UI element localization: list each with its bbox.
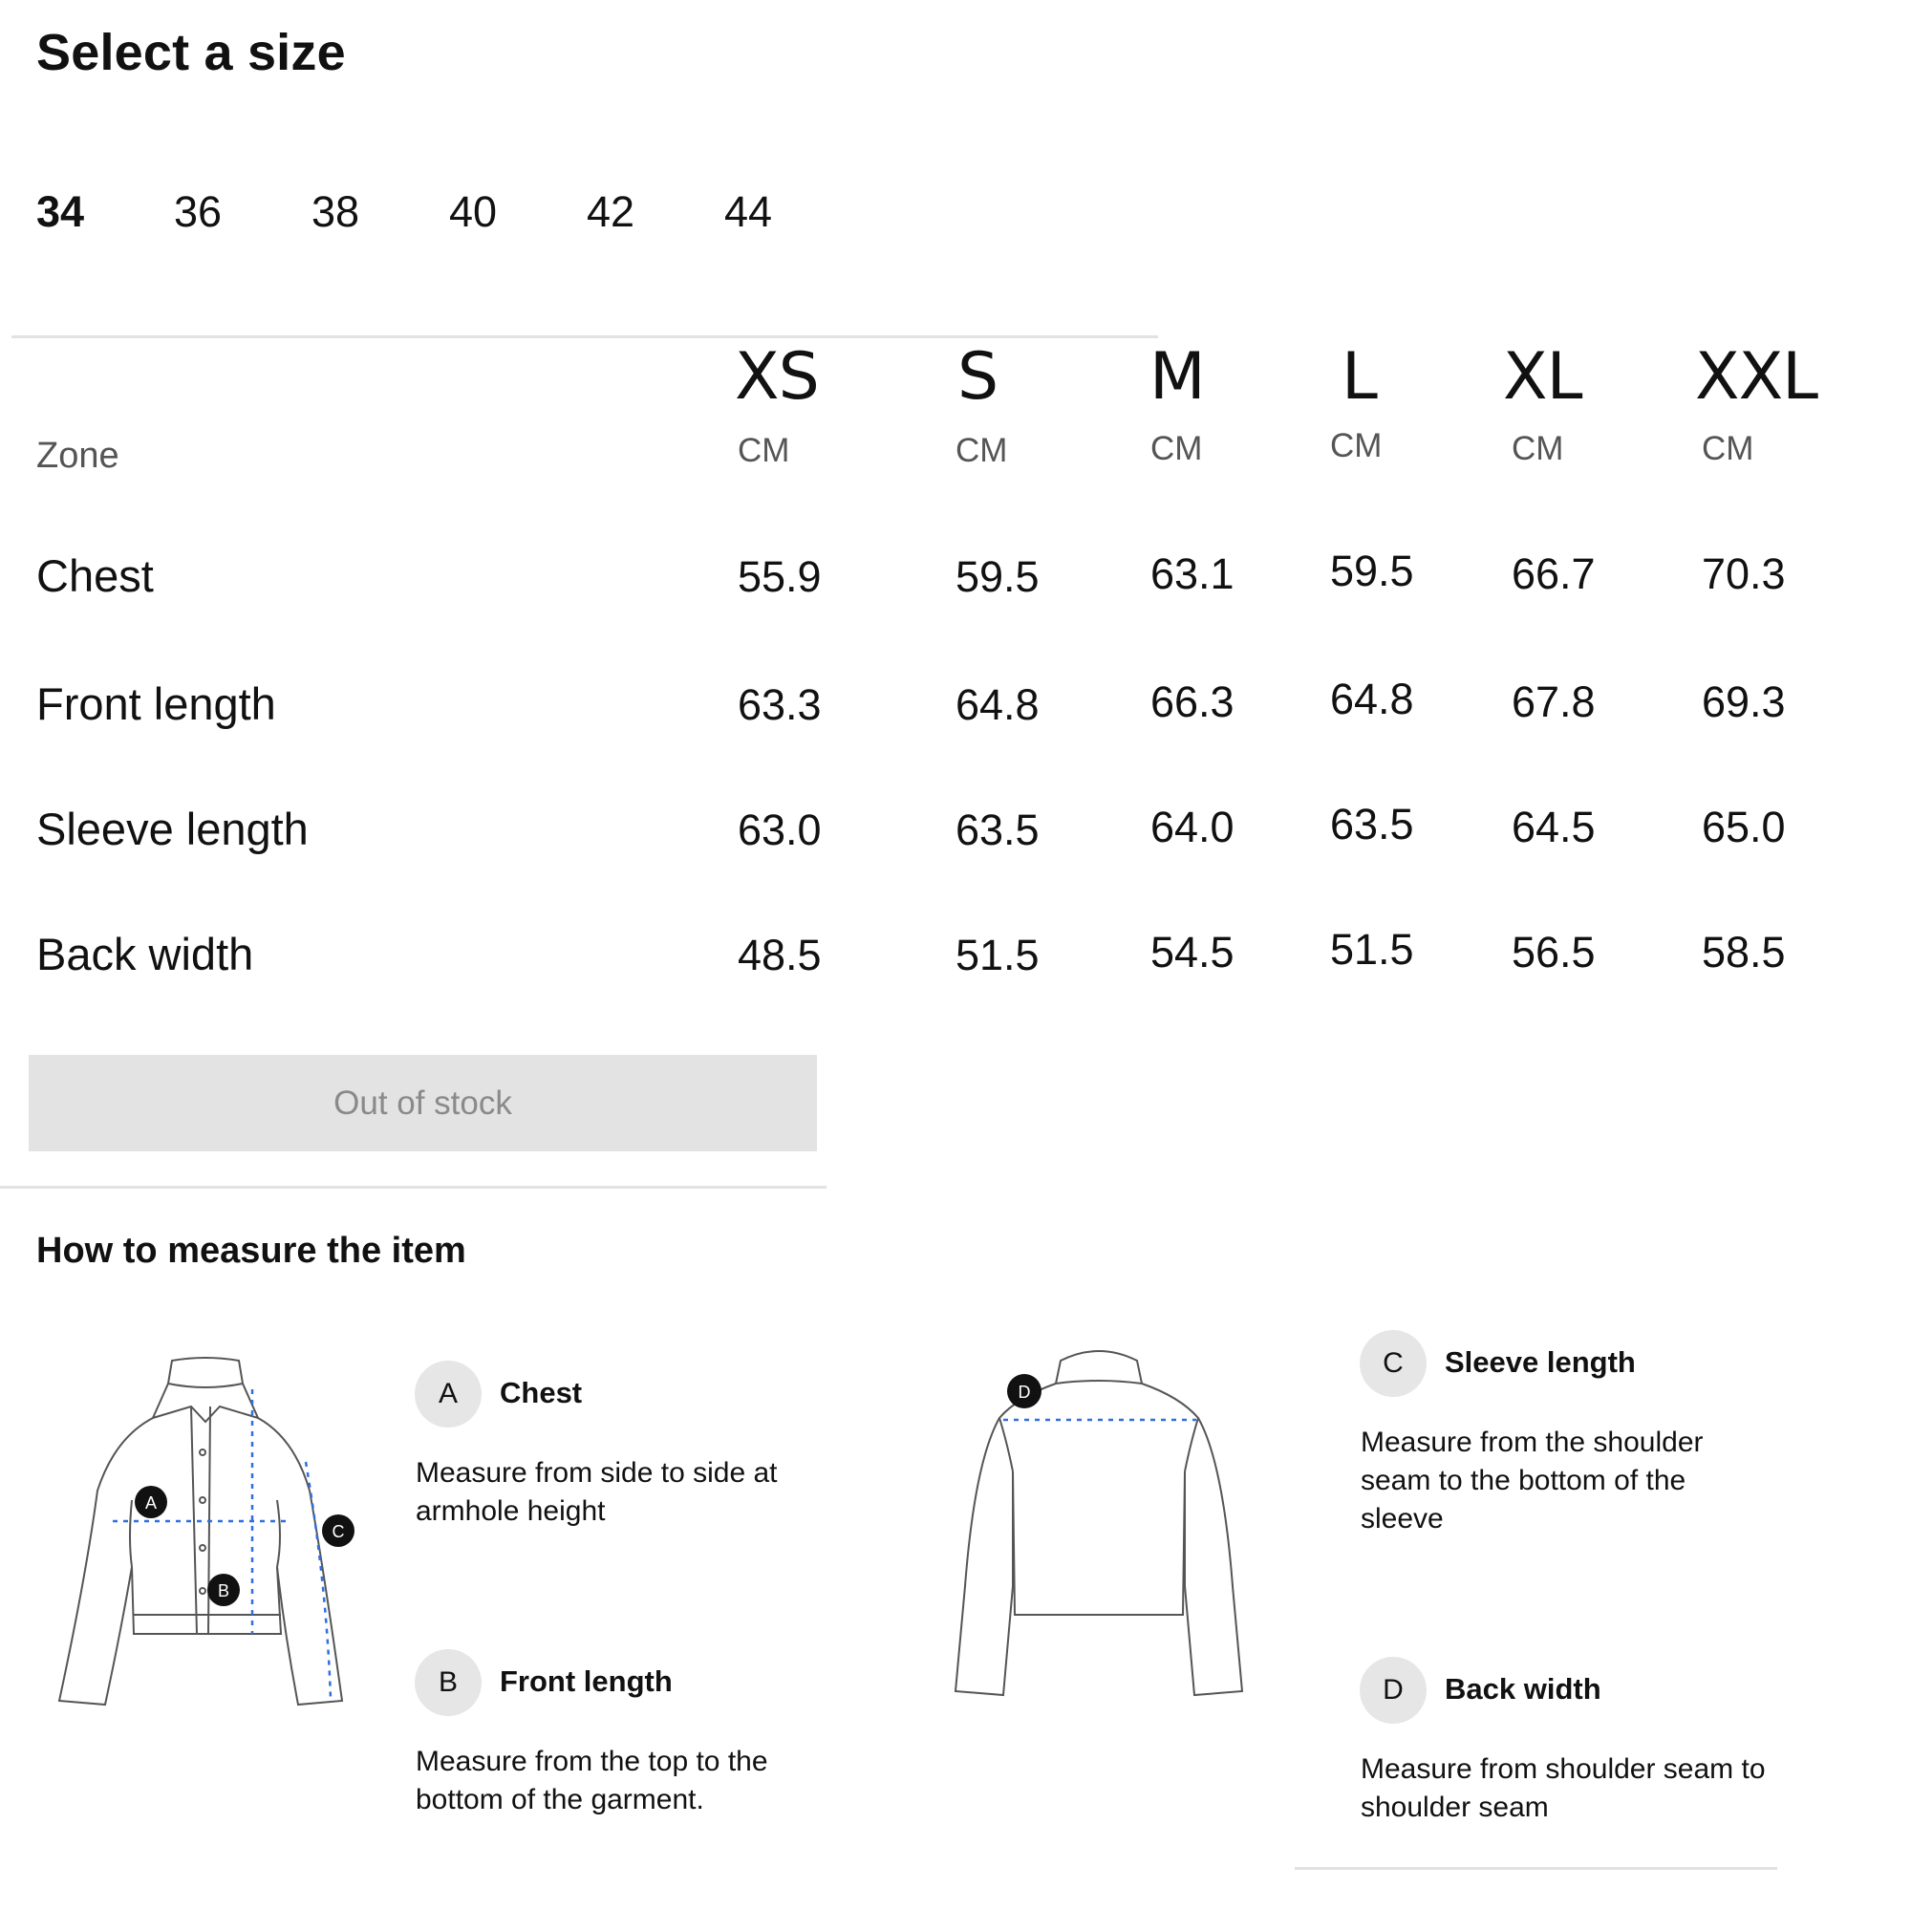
unit-label: CM (1512, 430, 1564, 467)
column-header-xl: XL (1503, 339, 1582, 415)
measure-title: Sleeve length (1445, 1345, 1636, 1379)
table-cell: 69.3 (1702, 677, 1786, 726)
table-cell: 64.5 (1512, 803, 1596, 851)
jacket-back-illustration (946, 1338, 1252, 1710)
row-label-sleeve-length: Sleeve length (36, 804, 309, 854)
measure-section-title: How to measure the item (36, 1231, 466, 1271)
page-title: Select a size (36, 24, 346, 81)
table-cell: 66.7 (1512, 549, 1596, 598)
table-cell: 56.5 (1512, 928, 1596, 977)
svg-text:B: B (217, 1581, 230, 1600)
size-tab-42[interactable]: 42 (587, 187, 635, 236)
table-cell: 64.0 (1150, 803, 1235, 851)
size-tab-40[interactable]: 40 (449, 187, 498, 236)
table-cell: 65.0 (1702, 803, 1786, 851)
table-cell: 67.8 (1512, 677, 1596, 726)
column-header-m: M (1149, 339, 1205, 415)
measure-description: Measure from the shoulder seam to the bottom of the sleeve (1361, 1427, 1704, 1535)
measure-description: Measure from the top to the bottom of the garment. (416, 1746, 768, 1815)
column-header-xxl: XXL (1695, 339, 1818, 415)
measure-description: Measure from shoulder seam to shoulder seam (1361, 1753, 1766, 1823)
jacket-front-illustration (48, 1347, 363, 1710)
row-label-chest: Chest (36, 550, 154, 601)
size-tab-38[interactable]: 38 (311, 187, 360, 236)
table-cell: 51.5 (956, 931, 1040, 979)
row-label-back-width: Back width (36, 929, 254, 979)
divider (0, 1186, 827, 1189)
measure-title: Chest (500, 1376, 583, 1409)
divider (1295, 1867, 1777, 1870)
table-cell: 70.3 (1702, 549, 1786, 598)
column-header-l: L (1342, 339, 1377, 415)
table-cell: 58.5 (1702, 928, 1786, 977)
unit-label: CM (1702, 430, 1754, 467)
table-cell: 51.5 (1330, 925, 1414, 974)
badge-d: D (1360, 1657, 1427, 1724)
divider (11, 335, 1158, 338)
table-cell: 66.3 (1150, 677, 1235, 726)
unit-label: CM (1150, 430, 1203, 467)
unit-label: CM (956, 432, 1008, 469)
table-cell: 55.9 (738, 552, 822, 601)
table-cell: 63.5 (956, 805, 1040, 854)
size-tab-34[interactable]: 34 (36, 187, 85, 236)
table-cell: 54.5 (1150, 928, 1235, 977)
badge-b: B (415, 1649, 482, 1716)
table-cell: 64.8 (1330, 675, 1414, 723)
table-cell: 64.8 (956, 680, 1040, 729)
measure-title: Back width (1445, 1672, 1601, 1706)
unit-label: CM (738, 432, 790, 469)
zone-header: Zone (36, 436, 119, 476)
svg-text:C: C (332, 1522, 345, 1541)
unit-label: CM (1330, 427, 1383, 464)
measure-description: Measure from side to side at armhole height (416, 1457, 778, 1527)
size-tab-36[interactable]: 36 (174, 187, 223, 236)
table-cell: 59.5 (956, 552, 1040, 601)
table-cell: 63.3 (738, 680, 822, 729)
size-tab-44[interactable]: 44 (724, 187, 773, 236)
column-header-s: S (957, 339, 998, 415)
badge-a: A (415, 1361, 482, 1428)
row-label-front-length: Front length (36, 678, 276, 729)
svg-text:A: A (144, 1493, 158, 1513)
svg-text:D: D (1018, 1383, 1031, 1402)
table-cell: 59.5 (1330, 547, 1414, 595)
table-cell: 63.0 (738, 805, 822, 854)
out-of-stock-button[interactable]: Out of stock (29, 1055, 817, 1151)
badge-c: C (1360, 1330, 1427, 1397)
measure-title: Front length (500, 1664, 673, 1698)
table-cell: 48.5 (738, 931, 822, 979)
table-cell: 63.5 (1330, 800, 1414, 848)
table-cell: 63.1 (1150, 549, 1235, 598)
column-header-xs: XS (735, 339, 819, 415)
